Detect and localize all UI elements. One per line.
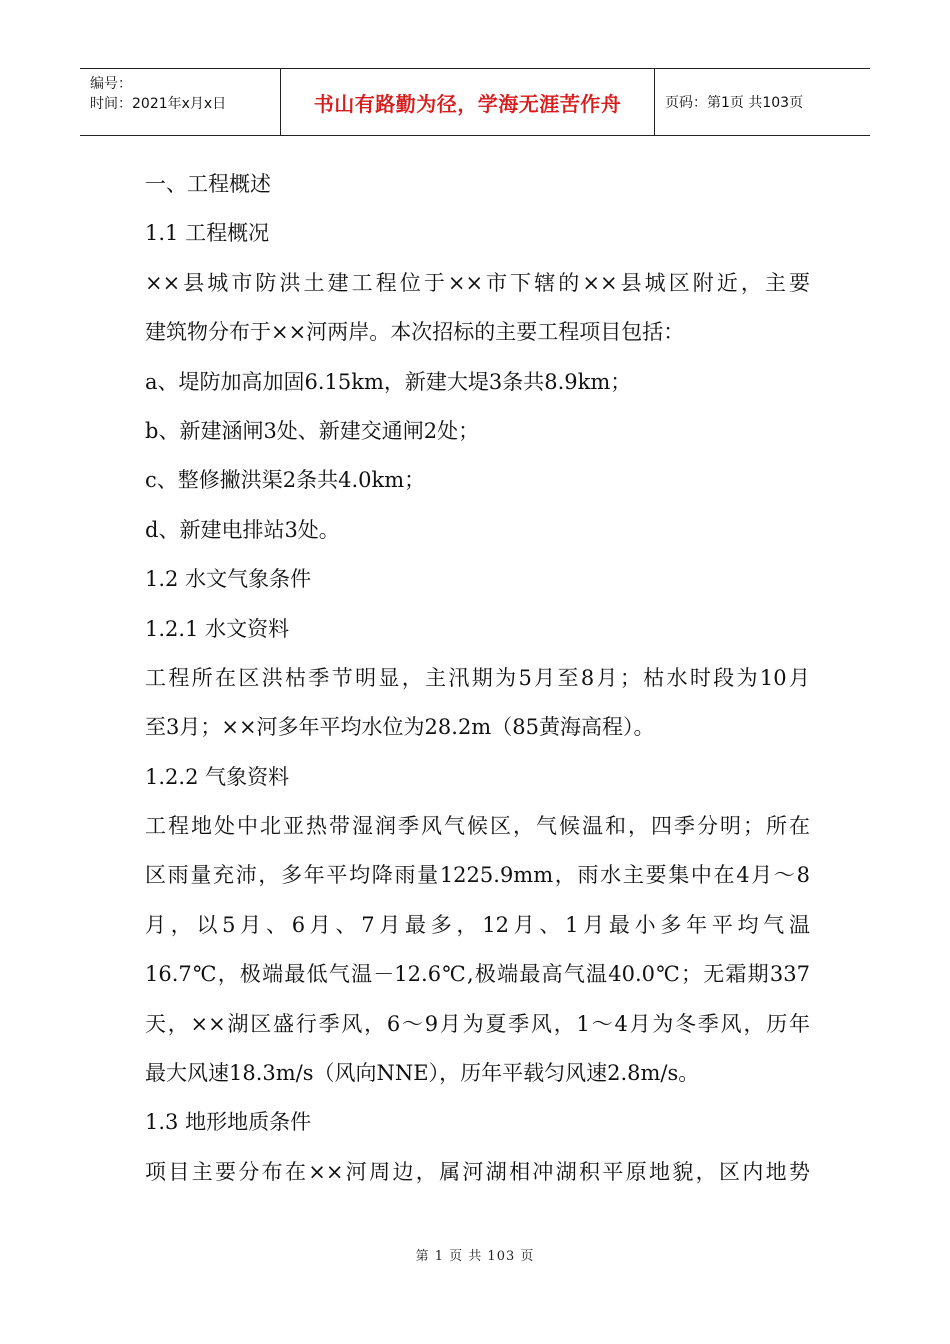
paragraph-line: ××县城市防洪土建工程位于××市下辖的××县城区附近，主要 bbox=[145, 270, 810, 295]
page-footer: 第 1 页 共 103 页 bbox=[415, 1249, 535, 1264]
header-page-info: 页码：第1页 共103页 bbox=[665, 95, 804, 111]
list-item: d、新建电排站3处。 bbox=[145, 517, 340, 542]
paragraph-line: 项目主要分布在××河周边，属河湖相冲湖积平原地貌，区内地势 bbox=[145, 1159, 810, 1184]
section-heading: 一、工程概述 bbox=[145, 172, 271, 196]
list-item: b、新建涵闸3处、新建交通闸2处； bbox=[145, 418, 480, 443]
document-time-label: 时间：2021年x月x日 bbox=[90, 96, 227, 112]
paragraph-line: 区雨量充沛，多年平均降雨量1225.9mm，雨水主要集中在4月～8 bbox=[145, 863, 810, 888]
document-body bbox=[145, 160, 810, 1197]
paragraph-line: 至3月；××河多年平均水位为28.2m（85黄海高程）。 bbox=[145, 715, 655, 740]
page-header bbox=[80, 68, 870, 136]
header-motto: 书山有路勤为径，学海无涯苦作舟 bbox=[281, 69, 655, 135]
subsection-heading: 1.2 水文气象条件 bbox=[145, 567, 312, 592]
paragraph-line: 16.7℃，极端最低气温－12.6℃,极端最高气温40.0℃；无霜期337 bbox=[145, 962, 810, 987]
header-meta bbox=[80, 69, 281, 135]
subsection-heading: 1.2.2 气象资料 bbox=[145, 764, 290, 789]
subsection-heading: 1.1 工程概况 bbox=[145, 221, 270, 246]
list-item: a、堤防加高加固6.15km，新建大堤3条共8.9km； bbox=[145, 369, 632, 394]
paragraph-line: 工程地处中北亚热带湿润季风气候区，气候温和，四季分明；所在 bbox=[145, 814, 810, 839]
list-item: c、整修撇洪渠2条共4.0km； bbox=[145, 468, 426, 493]
paragraph-line: 建筑物分布于××河两岸。本次招标的主要工程项目包括： bbox=[145, 320, 685, 345]
document-number-label: 编号： bbox=[90, 76, 132, 92]
paragraph-line: 工程所在区洪枯季节明显，主汛期为5月至8月；枯水时段为10月 bbox=[145, 665, 810, 690]
subsection-heading: 1.2.1 水文资料 bbox=[145, 616, 290, 641]
paragraph-line: 最大风速18.3m/s（风向NNE），历年平载匀风速2.8m/s。 bbox=[145, 1061, 700, 1086]
paragraph-line: 月，以5月、6月、7月最多，12月、1月最小多年平均气温 bbox=[145, 912, 810, 937]
subsection-heading: 1.3 地形地质条件 bbox=[145, 1110, 312, 1135]
paragraph-line: 天，××湖区盛行季风，6～9月为夏季风，1～4月为冬季风，历年 bbox=[145, 1011, 810, 1036]
